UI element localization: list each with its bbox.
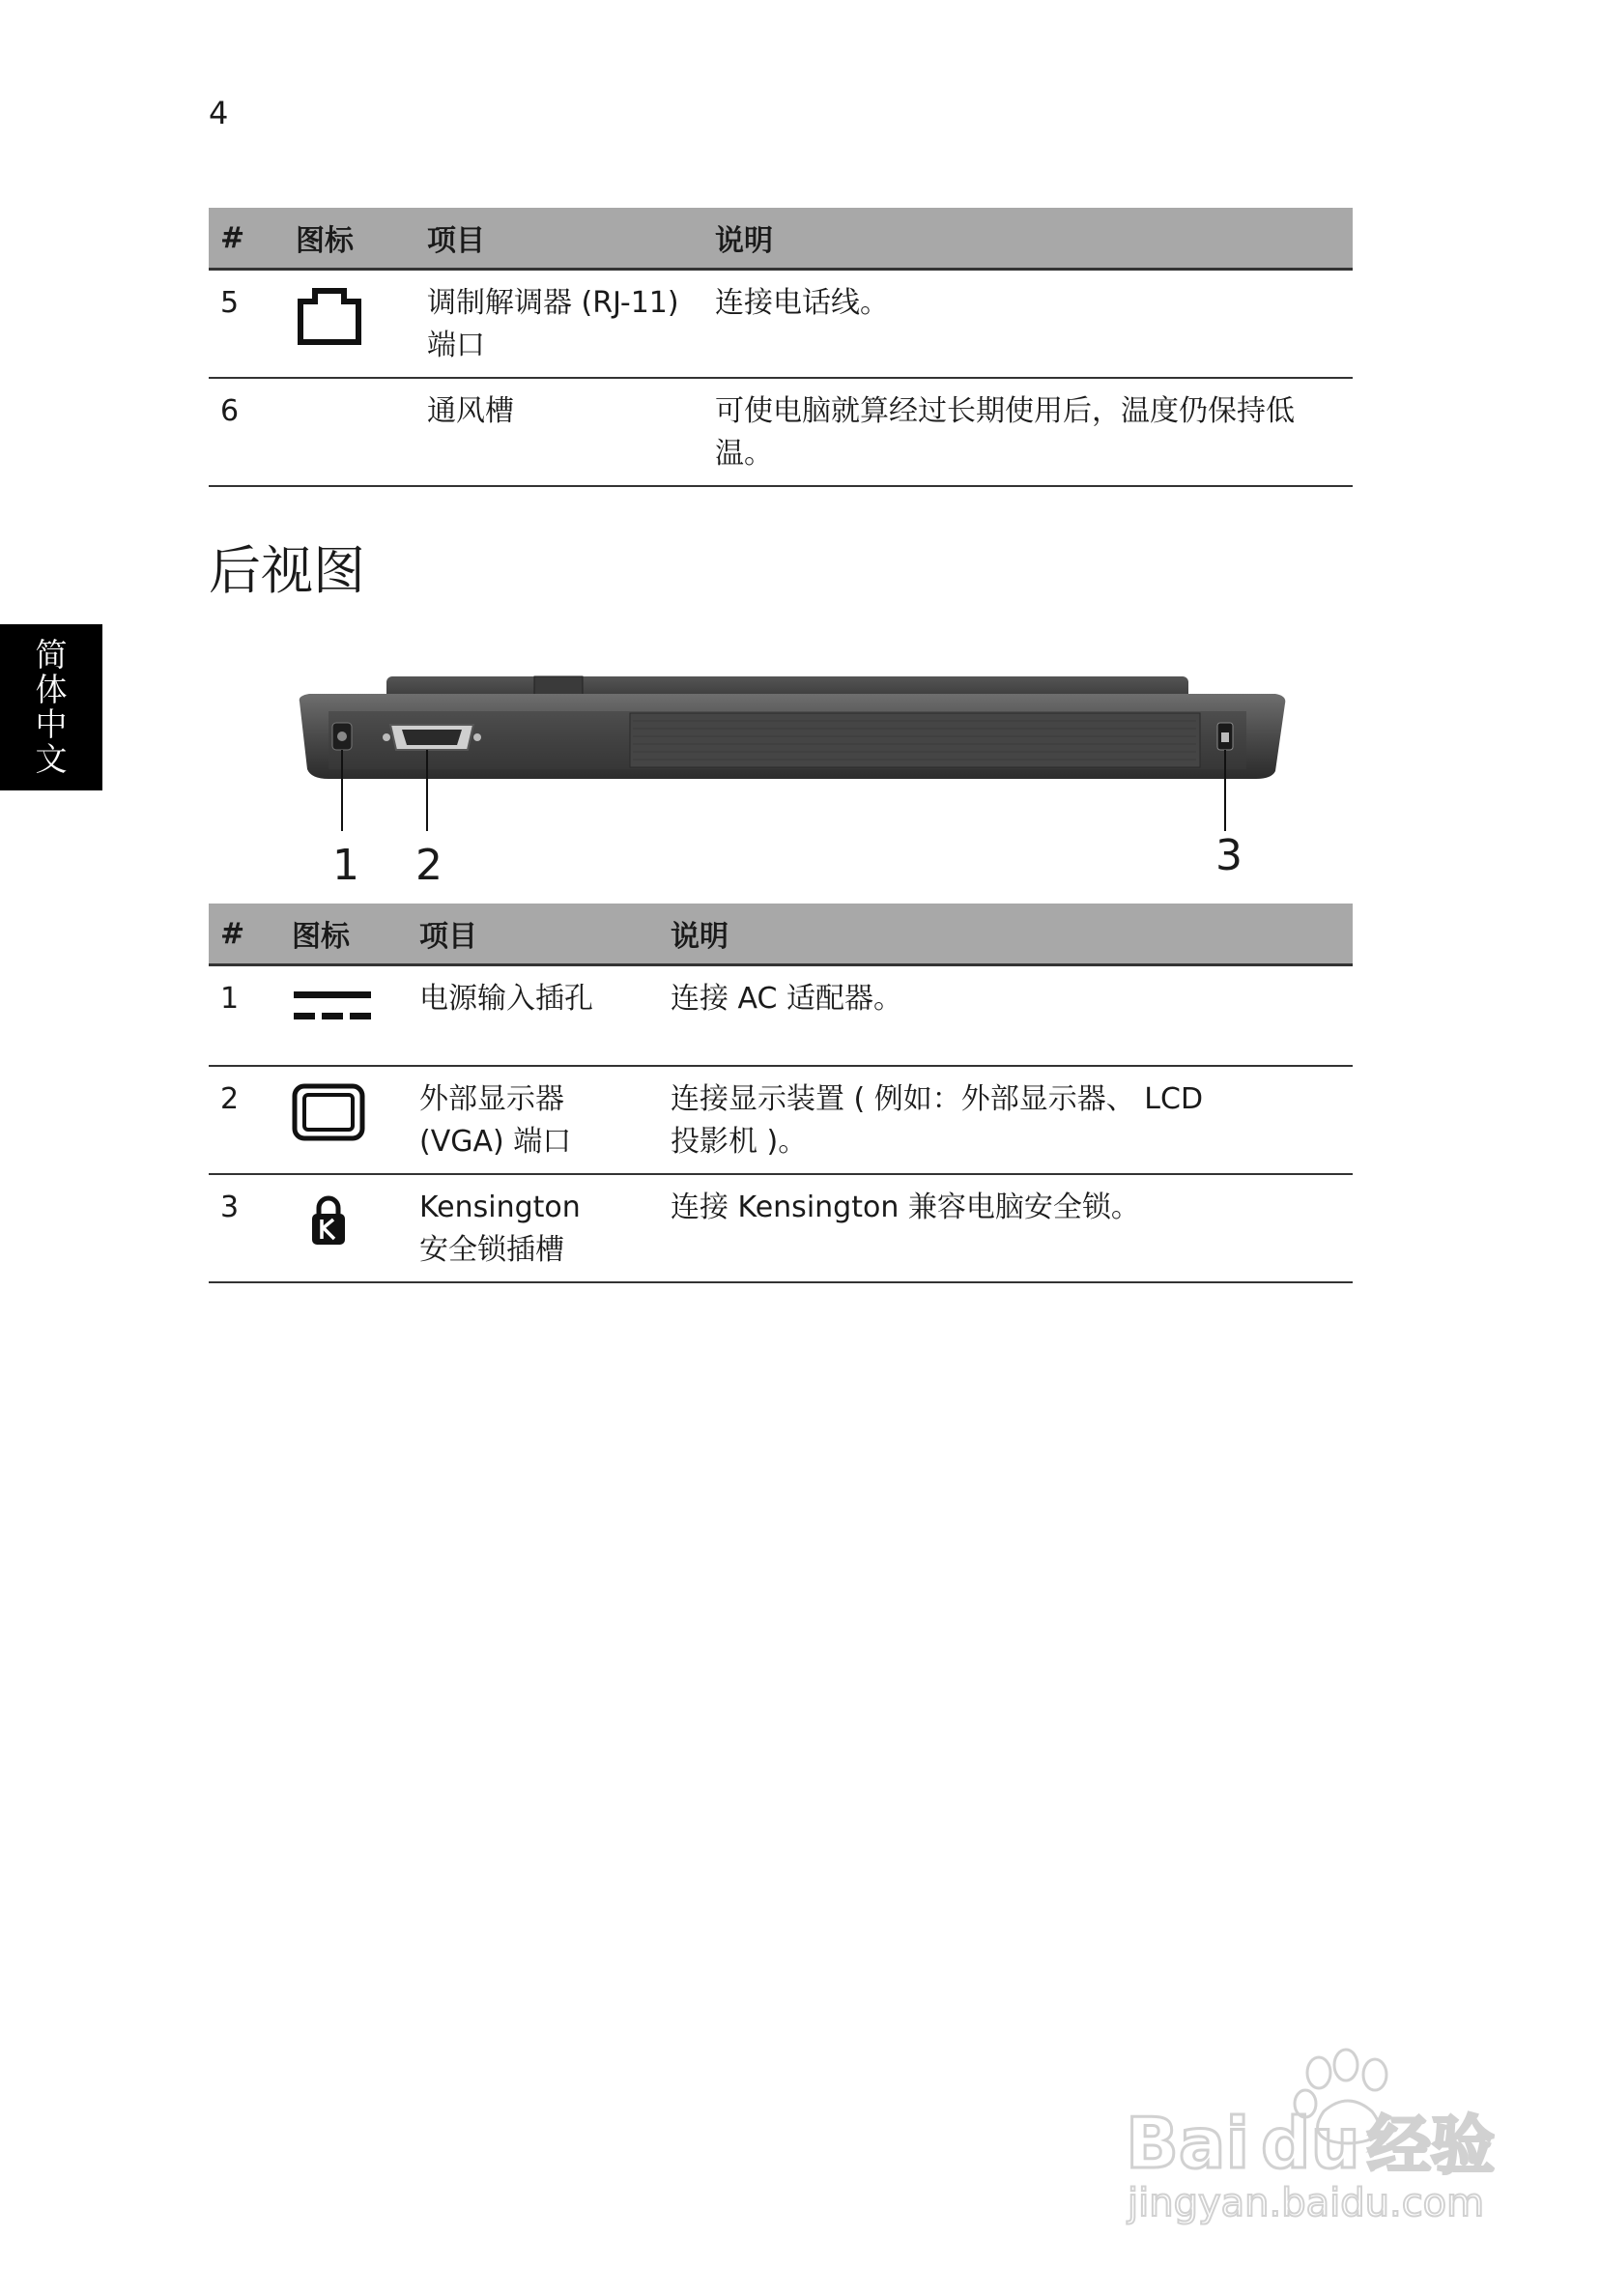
row-desc (659, 1174, 1353, 1282)
header-num: # (209, 208, 284, 270)
desc-line: 连接 AC 适配器。 (671, 982, 903, 1016)
row-item (408, 1066, 659, 1174)
rear-ports-table (209, 904, 1353, 1283)
table-row (209, 1174, 1353, 1282)
section-title: 后视图 (209, 540, 365, 601)
table-row (209, 1066, 1353, 1174)
row-icon (284, 378, 415, 486)
kensington-lock-icon (292, 1191, 365, 1247)
desc-line: 连接 Kensington 兼容电脑安全锁。 (671, 1190, 1140, 1224)
item-line: 外部显示器 (419, 1081, 564, 1116)
rj11-jack-icon (296, 286, 363, 346)
rear-view-figure (290, 657, 1304, 889)
row-icon (284, 270, 415, 379)
header-item: 项目 (415, 208, 703, 270)
language-side-tab (0, 624, 102, 790)
desc-line: 温。 (715, 437, 773, 471)
header-desc: 说明 (703, 208, 1353, 270)
dc-power-icon (292, 982, 373, 1032)
table-header-row (209, 904, 1353, 965)
header-icon: 图标 (280, 904, 408, 965)
page-number: 4 (209, 95, 229, 131)
front-ports-table (209, 208, 1353, 487)
header-item: 项目 (408, 904, 659, 965)
row-icon (280, 1174, 408, 1282)
table-row (209, 378, 1353, 486)
desc-line: 连接电话线。 (715, 286, 889, 320)
item-line: Kensington (419, 1190, 581, 1224)
svg-text:jingyan.baidu.com: jingyan.baidu.com (1128, 2181, 1485, 2225)
row-item (415, 378, 703, 486)
row-item (408, 1174, 659, 1282)
table-row (209, 965, 1353, 1066)
row-desc (703, 378, 1353, 486)
item-line: (VGA) 端口 (419, 1124, 572, 1159)
baidu-jingyan-watermark (1126, 2044, 1531, 2227)
callout-2: 2 (415, 841, 443, 890)
table-row (209, 270, 1353, 379)
header-icon: 图标 (284, 208, 415, 270)
row-num: 6 (209, 378, 284, 486)
row-desc (659, 1066, 1353, 1174)
callout-1: 1 (332, 841, 359, 890)
svg-text:Bai: Bai (1126, 2103, 1250, 2184)
callout-3: 3 (1215, 831, 1243, 880)
svg-text:经验: 经验 (1367, 2109, 1495, 2183)
item-line: 安全锁插槽 (419, 1232, 564, 1267)
item-line: 通风槽 (427, 394, 514, 428)
row-icon (280, 1066, 408, 1174)
side-tab-char: 中 (35, 705, 68, 743)
table-header-row (209, 208, 1353, 270)
header-desc: 说明 (659, 904, 1353, 965)
vga-monitor-icon (292, 1082, 365, 1142)
row-item (415, 270, 703, 379)
side-tab-char: 简 (35, 636, 68, 674)
row-desc (659, 965, 1353, 1066)
desc-line: 可使电脑就算经过长期使用后，温度仍保持低 (715, 394, 1295, 428)
row-icon (280, 965, 408, 1066)
row-num: 5 (209, 270, 284, 379)
desc-line: 投影机 )。 (671, 1124, 808, 1159)
svg-text:du: du (1261, 2103, 1360, 2184)
row-num: 3 (209, 1174, 280, 1282)
item-line: 端口 (427, 329, 485, 362)
item-line: 电源输入插孔 (419, 982, 593, 1016)
header-num: # (209, 904, 280, 965)
item-line: 调制解调器 (RJ-11) (427, 286, 679, 320)
row-num: 2 (209, 1066, 280, 1174)
row-desc (703, 270, 1353, 379)
row-item (408, 965, 659, 1066)
desc-line: 连接显示装置 ( 例如：外部显示器、 LCD (671, 1081, 1204, 1116)
side-tab-char: 文 (35, 740, 68, 778)
side-tab-char: 体 (35, 671, 68, 708)
row-num: 1 (209, 965, 280, 1066)
